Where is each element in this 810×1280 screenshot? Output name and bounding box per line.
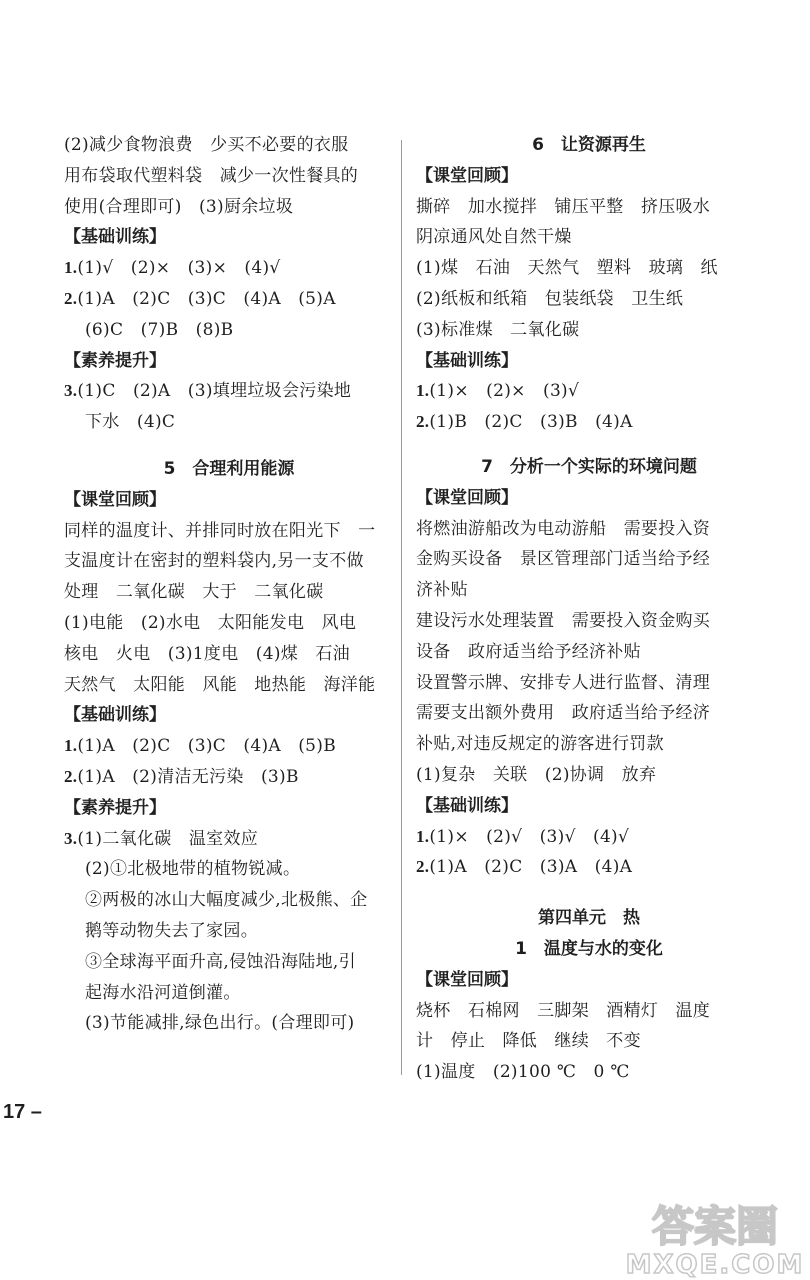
watermark-text-top: 答案圈: [651, 1202, 779, 1251]
section-header-literacy: 【素养提升】: [64, 350, 166, 371]
answer-line: ③全球海平面升高,侵蚀沿海陆地,引: [85, 951, 356, 972]
answer-line: 鹅等动物失去了家园。: [85, 920, 258, 941]
answer-text: (1)A (2)C (3)A (4)A: [429, 857, 633, 878]
question-1-answers: [416, 376, 762, 407]
left-column: [64, 130, 394, 1039]
answer-text: (1)二氧化碳 温室效应: [77, 828, 259, 849]
section-header-class-review: 【课堂回顾】: [416, 165, 518, 186]
question-2-answers: [416, 407, 762, 438]
answer-text: (1)C (2)A (3)填埋垃圾会污染地: [77, 381, 352, 402]
question-number: 1.: [64, 258, 78, 278]
watermark-logo: [625, 1193, 805, 1278]
section-title-1: 1 温度与水的变化: [515, 938, 663, 959]
section-header-class-review: 【课堂回顾】: [416, 487, 518, 508]
answer-line: 设置警示牌、安排专人进行监督、清理: [416, 672, 711, 693]
answer-line: (3)标准煤 二氧化碳: [416, 319, 580, 340]
answer-line: 核电 火电 (3)1度电 (4)煤 石油: [64, 643, 350, 664]
question-2-answers: [64, 284, 394, 315]
question-3-answers: [64, 824, 394, 855]
answer-line: 需要支出额外费用 政府适当给予经济: [416, 703, 711, 724]
question-2-answers: [416, 852, 762, 883]
answer-line: (1)电能 (2)水电 太阳能发电 风电: [64, 612, 357, 633]
question-number: 2.: [416, 412, 430, 432]
answer-line: 设备 政府适当给予经济补贴: [416, 641, 641, 662]
question-number: 1.: [416, 826, 430, 846]
answer-line: 阴凉通风处自然干燥: [416, 227, 572, 248]
section-header-basic-training: 【基础训练】: [416, 795, 518, 816]
answer-line: 济补贴: [416, 580, 468, 601]
question-3-answers: [64, 376, 394, 407]
section-header-basic-training: 【基础训练】: [416, 350, 518, 371]
answer-line: 计 停止 降低 继续 不变: [416, 1031, 641, 1052]
question-1-answers: [64, 253, 394, 284]
question-number: 3.: [64, 828, 78, 848]
answer-line: 使用(合理即可) (3)厨余垃圾: [64, 196, 294, 217]
answer-line: 建设污水处理装置 需要投入资金购买: [416, 610, 711, 631]
answer-line: (1)温度 (2)100 ℃ 0 ℃: [416, 1062, 630, 1083]
answer-line: 天然气 太阳能 风能 地热能 海洋能: [64, 674, 376, 695]
answer-line: (2)纸板和纸箱 包装纸袋 卫生纸: [416, 288, 684, 309]
answer-text: (1)× (2)× (3)√: [429, 381, 580, 402]
unit-4-title: 第四单元 热: [538, 908, 640, 929]
question-1-answers: [64, 731, 394, 762]
section-title-5: 5 合理利用能源: [163, 458, 295, 479]
answer-line: (2)减少食物浪费 少买不必要的衣服: [64, 135, 349, 155]
question-number: 2.: [64, 288, 78, 308]
answer-text: (1)B (2)C (3)B (4)A: [429, 412, 633, 433]
answer-line: (1)复杂 关联 (2)协调 放弃: [416, 764, 657, 785]
section-header-class-review: 【课堂回顾】: [64, 489, 166, 510]
answer-text: (1)A (2)C (3)C (4)A (5)B: [77, 736, 337, 757]
question-2-answers: [64, 762, 394, 793]
answer-line: 处理 二氧化碳 大于 二氧化碳: [64, 582, 324, 603]
section-header-basic-training: 【基础训练】: [64, 705, 166, 726]
answer-line: 金购买设备 景区管理部门适当给予经: [416, 549, 711, 570]
answer-line: 下水 (4)C: [85, 412, 176, 433]
answer-line: (6)C (7)B (8)B: [85, 319, 234, 340]
answer-line: 支温度计在密封的塑料袋内,另一支不做: [64, 551, 364, 572]
question-number: 2.: [416, 857, 430, 877]
answer-line: 补贴,对违反规定的游客进行罚款: [416, 734, 664, 755]
column-divider: [401, 140, 402, 1075]
answer-line: (3)节能减排,绿色出行。(合理即可): [85, 1013, 355, 1034]
answer-line: 同样的温度计、并排同时放在阳光下 一: [64, 520, 376, 541]
page-number: 17 –: [3, 1101, 42, 1123]
answer-line: 用布袋取代塑料袋 减少一次性餐具的: [64, 165, 359, 186]
section-title-6: 6 让资源再生: [532, 135, 646, 155]
question-number: 1.: [64, 736, 78, 756]
question-number: 3.: [64, 381, 78, 401]
answer-text: (1)× (2)√ (3)√ (4)√: [429, 826, 630, 847]
answer-line: (2)①北极地带的植物锐减。: [85, 859, 301, 880]
section-header-basic-training: 【基础训练】: [64, 227, 166, 248]
answer-text: (1)A (2)C (3)C (4)A (5)A: [77, 288, 336, 309]
section-header-class-review: 【课堂回顾】: [416, 969, 518, 990]
answer-line: 将燃油游船改为电动游船 需要投入资: [416, 518, 711, 539]
answer-line: ②两极的冰山大幅度减少,北极熊、企: [85, 890, 368, 911]
question-number: 1.: [416, 381, 430, 401]
answer-line: (1)煤 石油 天然气 塑料 玻璃 纸: [416, 258, 718, 279]
answer-line: 起海水沿河道倒灌。: [85, 982, 241, 1003]
question-number: 2.: [64, 766, 78, 786]
right-column: [416, 130, 762, 1088]
section-title-7: 7 分析一个实际的环境问题: [481, 456, 697, 477]
answer-text: (1)A (2)清洁无污染 (3)B: [77, 766, 299, 787]
section-header-literacy: 【素养提升】: [64, 797, 166, 818]
answer-line: 烧杯 石棉网 三脚架 酒精灯 温度: [416, 1000, 711, 1021]
answer-text: (1)√ (2)× (3)× (4)√: [77, 258, 281, 279]
question-1-answers: [416, 822, 762, 853]
answer-line: 撕碎 加水搅拌 铺压平整 挤压吸水: [416, 196, 711, 217]
watermark-text-bottom: MXQE.COM: [625, 1250, 805, 1278]
